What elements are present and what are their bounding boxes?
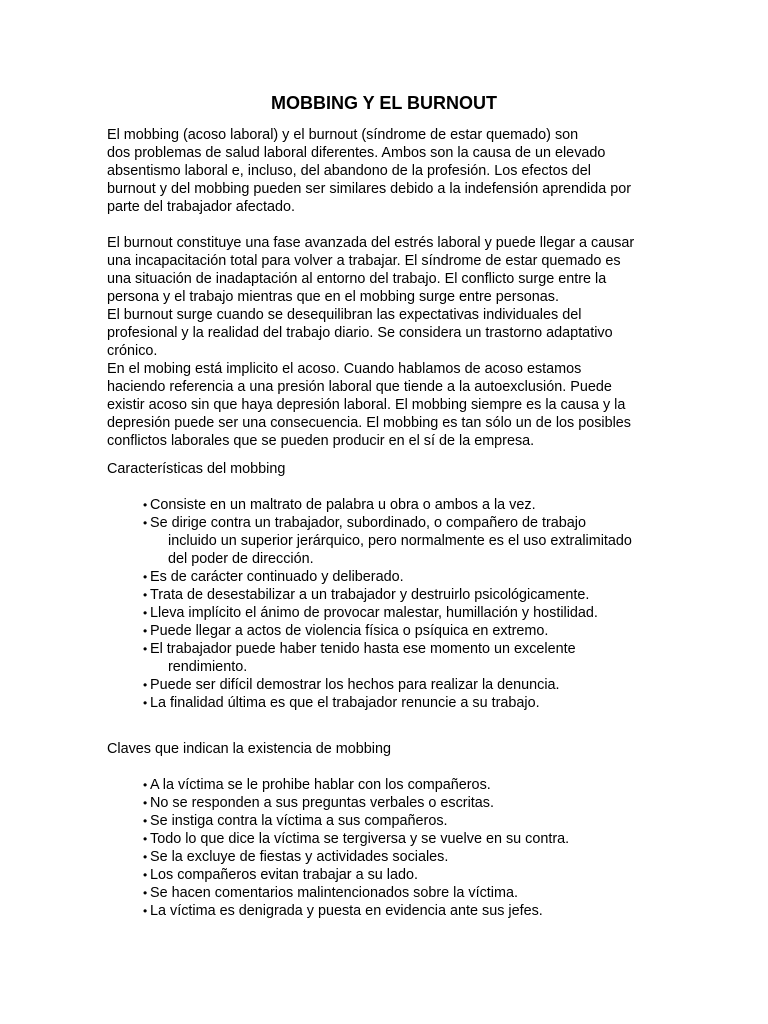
list-item-text: La finalidad última es que el trabajador renuncie a su trabajo. [150,695,540,711]
list-item-continuation: incluido un superior jerárquico, pero normalmente es el uso extralimitado [168,533,632,549]
text-line: parte del trabajador afectado. [107,199,296,215]
bullet-icon: • [143,570,148,584]
list-item-text: Es de carácter continuado y deliberado. [150,569,404,585]
text-line: El burnout surge cuando se desequilibran las expectativas individuales del [107,307,582,323]
list-item-text: Puede ser difícil demostrar los hechos para realizar la denuncia. [150,677,560,693]
list-item [143,794,569,812]
bullet-icon: • [143,624,148,638]
list-item [143,622,632,640]
page-title: MOBBING Y EL BURNOUT [270,93,498,113]
text-line: El burnout constituye una fase avanzada del estrés laboral y puede llegar a causar [107,235,635,251]
bullet-icon: • [143,498,148,512]
characteristics-list [143,496,632,712]
list-item-text: Trata de desestabilizar a un trabajador y destruirlo psicológicamente. [150,587,590,603]
list-item [143,866,569,884]
text-line: El mobbing (acoso laboral) y el burnout (síndrome de estar quemado) son [107,127,579,143]
list-item-text: Todo lo que dice la víctima se tergiversa y se vuelve en su contra. [150,831,570,847]
keys-list [143,776,569,920]
text-line: conflictos laborales que se pueden producir en el sí de la empresa. [107,433,535,449]
bullet-icon: • [143,642,148,656]
list-item-text: Se instiga contra la víctima a sus compañeros. [150,813,448,829]
list-item-text: Se hacen comentarios malintencionados sobre la víctima. [150,885,518,901]
list-item [143,568,632,586]
bullet-icon: • [143,814,148,828]
text-line: profesional y la realidad del trabajo diario. Se considera un trastorno adaptativo [107,325,613,341]
burnout-mobbing-paragraph [107,234,667,450]
bullet-icon: • [143,904,148,918]
bullet-icon: • [143,832,148,846]
text-line: depresión puede ser una consecuencia. El mobbing es tan sólo un de los posibles [107,415,632,431]
list-item-text: No se responden a sus preguntas verbales o escritas. [150,795,494,811]
list-item [143,884,569,902]
bullet-icon: • [143,588,148,602]
bullet-icon: • [143,678,148,692]
bullet-icon: • [143,796,148,810]
list-item-text: Se la excluye de fiestas y actividades sociales. [150,849,449,865]
bullet-icon: • [143,868,148,882]
bullet-icon: • [143,516,148,530]
list-item [143,514,632,568]
text-line: absentismo laboral e, incluso, del abandono de la profesión. Los efectos del [107,163,592,179]
characteristics-heading: Características del mobbing [107,461,286,477]
bullet-icon: • [143,778,148,792]
bullet-icon: • [143,696,148,710]
bullet-icon: • [143,886,148,900]
list-item-text: El trabajador puede haber tenido hasta ese momento un excelente [150,641,576,657]
bullet-icon: • [143,606,148,620]
list-item [143,604,632,622]
list-item [143,776,569,794]
text-line: burnout y del mobbing pueden ser similares debido a la indefensión aprendida por [107,181,632,197]
list-item [143,694,632,712]
text-line: En el mobing está implicito el acoso. Cuando hablamos de acoso estamos [107,361,582,377]
list-item [143,830,569,848]
list-item [143,586,632,604]
text-line: crónico. [107,343,158,359]
list-item [143,640,632,676]
text-line: dos problemas de salud laboral diferentes. Ambos son la causa de un elevado [107,145,606,161]
list-item-text: A la víctima se le prohibe hablar con los compañeros. [150,777,491,793]
list-item [143,496,632,514]
list-item-continuation: del poder de dirección. [168,551,314,567]
list-item [143,676,632,694]
text-line: una incapacitación total para volver a trabajar. El síndrome de estar quemado es [107,253,621,269]
list-item-continuation: rendimiento. [168,659,248,675]
text-line: persona y el trabajo mientras que en el mobbing surge entre personas. [107,289,559,305]
keys-heading: Claves que indican la existencia de mobbing [107,741,391,757]
bullet-icon: • [143,850,148,864]
list-item-text: La víctima es denigrada y puesta en evidencia ante sus jefes. [150,903,543,919]
list-item-text: Puede llegar a actos de violencia física o psíquica en extremo. [150,623,549,639]
list-item-text: Se dirige contra un trabajador, subordinado, o compañero de trabajo [150,515,587,531]
list-item [143,848,569,866]
list-item-text: Lleva implícito el ánimo de provocar malestar, humillación y hostilidad. [150,605,598,621]
text-line: existir acoso sin que haya depresión laboral. El mobbing siempre es la causa y la [107,397,626,413]
list-item-text: Consiste en un maltrato de palabra u obra o ambos a la vez. [150,497,536,513]
list-item [143,902,569,920]
text-line: haciendo referencia a una presión laboral que tiende a la autoexclusión. Puede [107,379,612,395]
text-line: una situación de inadaptación al entorno del trabajo. El conflicto surge entre la [107,271,607,287]
list-item [143,812,569,830]
list-item-text: Los compañeros evitan trabajar a su lado. [150,867,418,883]
intro-paragraph [107,126,667,216]
